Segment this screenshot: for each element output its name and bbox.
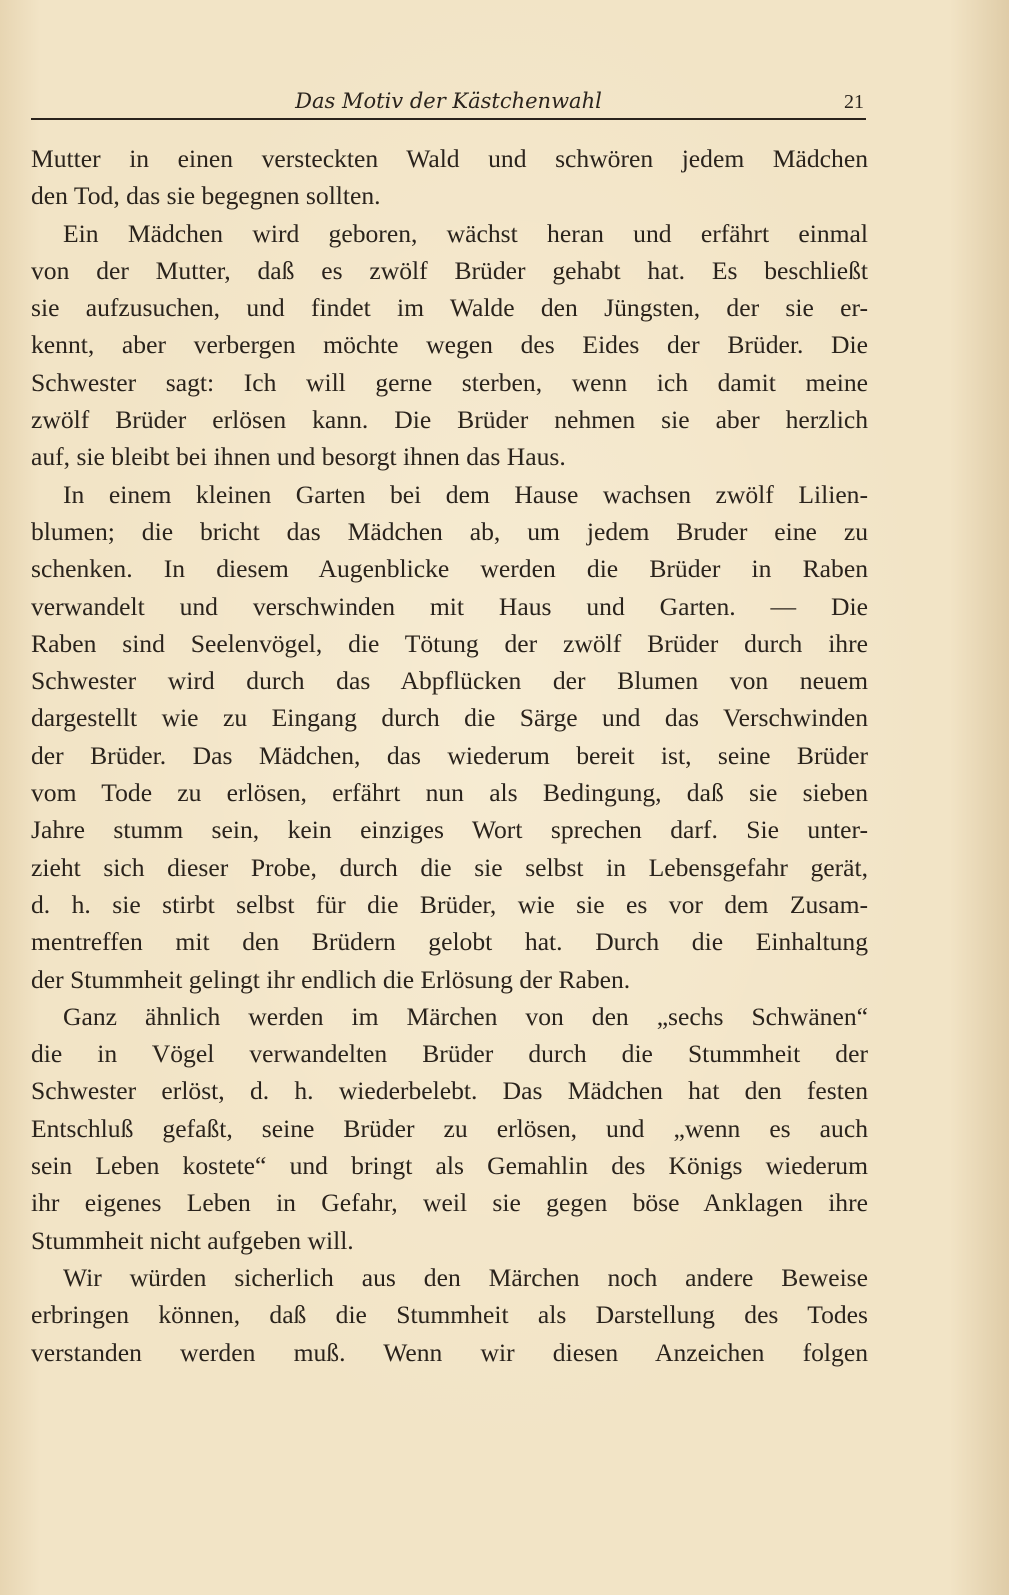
text-line: sie aufzusuchen, und findet im Walde den Jüngsten, der sie er- (31, 293, 868, 323)
text-line: kennt, aber verbergen möchte wegen des Eides der Brüder. Die (31, 330, 868, 360)
text-line: mentreffen mit den Brüdern gelobt hat. Durch die Einhaltung (31, 927, 868, 957)
text-line: die in Vögel verwandelten Brüder durch die Stummheit der (31, 1039, 868, 1069)
running-title: Das Motiv der Kästchenwahl (295, 89, 602, 113)
text-line: sein Leben kostete“ und bringt als Gemahlin des Königs wiederum (31, 1151, 868, 1181)
text-line: Schwester erlöst, d. h. wiederbelebt. Das Mädchen hat den festen (31, 1076, 868, 1106)
text-line: Schwester wird durch das Abpflücken der Blumen von neuem (31, 666, 868, 696)
text-line: der Stummheit gelingt ihr endlich die Erlösung der Raben. (31, 964, 631, 994)
text-line: Schwester sagt: Ich will gerne sterben, wenn ich damit meine (31, 367, 868, 397)
text-line: verstanden werden muß. Wenn wir diesen Anzeichen folgen (31, 1337, 868, 1367)
text-line: In einem kleinen Garten bei dem Hause wachsen zwölf Lilien- (63, 479, 868, 509)
text-line: zwölf Brüder erlösen kann. Die Brüder nehmen sie aber herzlich (31, 405, 868, 435)
text-line: dargestellt wie zu Eingang durch die Särge und das Verschwinden (31, 703, 868, 733)
text-line: ihr eigenes Leben in Gefahr, weil sie gegen böse Anklagen ihre (31, 1188, 868, 1218)
text-line: Mutter in einen versteckten Wald und schwören jedem Mädchen (31, 144, 868, 173)
text-line: Stummheit nicht aufgeben will. (31, 1225, 354, 1255)
text-line: verwandelt und verschwinden mit Haus und Garten. — Die (31, 591, 868, 621)
text-line: Entschluß gefaßt, seine Brüder zu erlösen, und „wenn es auch (31, 1113, 868, 1143)
text-line: Raben sind Seelenvögel, die Tötung der zwölf Brüder durch ihre (31, 628, 868, 658)
text-line: zieht sich dieser Probe, durch die sie selbst in Lebensgefahr gerät, (31, 852, 868, 882)
text-line: blumen; die bricht das Mädchen ab, um jedem Bruder eine zu (31, 516, 868, 546)
page-header (31, 86, 866, 120)
text-line: auf, sie bleibt bei ihnen und besorgt ihnen das Haus. (31, 442, 566, 472)
text-line: den Tod, das sie begegnen sollten. (31, 181, 381, 211)
text-line: schenken. In diesem Augenblicke werden die Brüder in Raben (31, 554, 868, 584)
text-line: d. h. sie stirbt selbst für die Brüder, wie sie es vor dem Zusam- (31, 889, 868, 919)
body-text (31, 140, 868, 1371)
text-line: der Brüder. Das Mädchen, das wiederum bereit ist, seine Brüder (31, 740, 868, 770)
text-line: Wir würden sicherlich aus den Märchen noch andere Beweise (63, 1262, 868, 1292)
text-line: Ein Mädchen wird geboren, wächst heran und erfährt einmal (63, 218, 868, 248)
text-line: Ganz ähnlich werden im Märchen von den „sechs Schwänen“ (63, 1001, 868, 1031)
text-line: von der Mutter, daß es zwölf Brüder gehabt hat. Es beschließt (31, 255, 868, 285)
page-number: 21 (844, 91, 864, 113)
text-line: Jahre stumm sein, kein einziges Wort sprechen darf. Sie unter- (31, 815, 868, 845)
text-line: vom Tode zu erlösen, erfährt nun als Bedingung, daß sie sieben (31, 778, 868, 808)
text-line: erbringen können, daß die Stummheit als Darstellung des Todes (31, 1300, 868, 1330)
